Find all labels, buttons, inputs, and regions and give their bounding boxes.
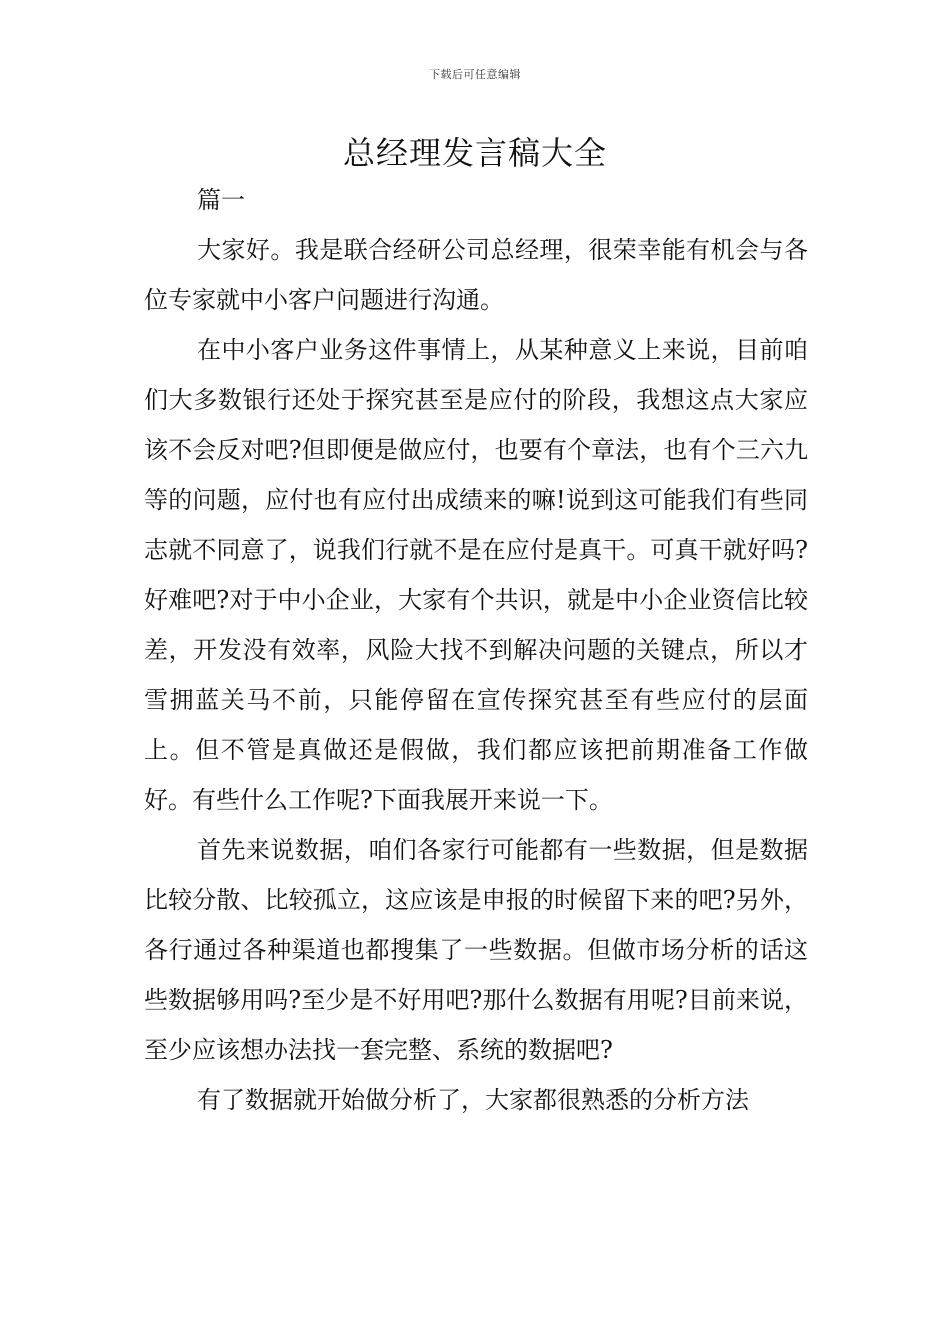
paragraph: 大家好。我是联合经研公司总经理，很荣幸能有机会与各位专家就中小客户问题进行沟通。 [144, 236, 808, 314]
document-body [144, 175, 808, 1125]
section-label: 篇一 [197, 186, 245, 214]
header-note: 下载后可任意编辑 [429, 68, 521, 81]
paragraph: 在中小客户业务这件事情上，从某种意义上来说，目前咱们大多数银行还处于探究甚至是应付的阶段，我想这点大家应该不会反对吧?但即便是做应付，也要有个章法，也有个三六九等的问题，应付也有应付出成绩来的嘛!说到这可能我们有些同志就不同意了，说我们行就不是在应付是真干。可真干就好吗?好难吧?对于中小企业，大家有个共识，就是中小企业资信比较差，开发没有效率，风险大找不到解决问题的关键点，所以才雪拥蓝关马不前，只能停留在宣传探究甚至有些应付的层面上。但不管是真做还是假做，我们都应该把前期准备工作做好。有些什么工作呢?下面我展开来说一下。 [144, 336, 808, 814]
paragraph: 有了数据就开始做分析了，大家都很熟悉的分析方法 [197, 1086, 749, 1114]
paragraph: 首先来说数据，咱们各家行可能都有一些数据，但是数据比较分散、比较孤立，这应该是申报的时候留下来的吧?另外，各行通过各种渠道也都搜集了一些数据。但做市场分析的话这些数据够用吗?至少是不好用吧?那什么数据有用呢?目前来说，至少应该想办法找一套完整、系统的数据吧? [144, 836, 808, 1064]
document-title: 总经理发言稿大全 [342, 134, 607, 172]
